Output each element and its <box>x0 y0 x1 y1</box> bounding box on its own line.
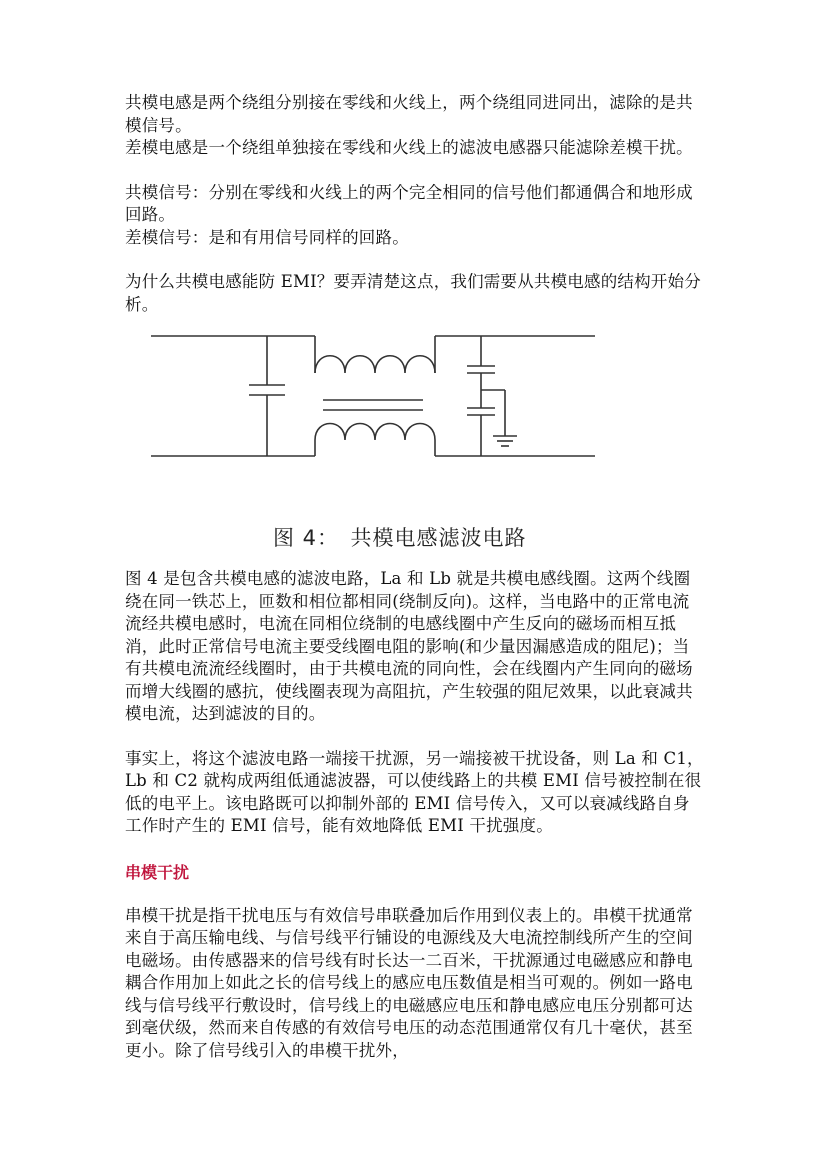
paragraph-differential-mode-inductor: 差模电感是一个绕组单独接在零线和火线上的滤波电感器只能滤除差模干扰。 <box>125 138 693 157</box>
paragraph-figure-explanation: 图 4 是包含共模电感的滤波电路，La 和 Lb 就是共模电感线圈。这两个线圈绕在同一铁芯上，匝数和相位都相同(绕制反向)。这样，当电路中的正常电流流经共模电感时，电流在同相位绕制的电感线圈中产生反向的磁场而相互抵消，此时正常信号电流主要受线圈电阻的影响(和少量因漏感造成的阻尼)；当有共模电流流经线圈时，由于共模电流的同向性，会在线圈内产生同向的磁场而增大线圈的感抗，使线圈表现为高阻抗，产生较强的阻尼效果，以此衰减共模电流，达到滤波的目的。 <box>125 569 693 723</box>
section-heading-series-mode: 串模干扰 <box>125 862 190 882</box>
paragraph-differential-mode-signal: 差模信号：是和有用信号同样的回路。 <box>125 227 409 247</box>
paragraph-common-mode-inductor: 共模电感是两个绕组分别接在零线和火线上，两个绕组同进同出，滤除的是共模信号。 <box>125 93 693 135</box>
paragraph-common-mode-signal: 共模信号：分别在零线和火线上的两个完全相同的信号他们都通偶合和地形成回路。 <box>125 182 693 224</box>
paragraph-series-mode-interference: 串模干扰是指干扰电压与有效信号串联叠加后作用到仪表上的。串模干扰通常来自于高压输电线、与信号线平行铺设的电源线及大电流控制线所产生的空间电磁场。由传感器来的信号线有时长达一二百米，干扰源通过电磁感应和静电耦合作用加上如此之长的信号线上的感应电压数值是相当可观的。例如一路电线与信号线平行敷设时，信号线上的电磁感应电压和静电感应电压分别都可达到毫伏级，然而来自传感的有效信号电压的动态范围通常仅有几十毫伏，甚至更小。除了信号线引入的串模干扰外， <box>125 905 693 1060</box>
paragraph-low-pass-filter: 事实上，将这个滤波电路一端接干扰源，另一端接被干扰设备，则 La 和 C1，Lb 和 C2 就构成两组低通滤波器，可以使线路上的共模 EMI 信号被控制在很低的电平上。该电路既可以抑制外部的 EMI 信号传入，又可以衰减线路自身工作时产生的 EMI 信号，能有效地降低 EMI 干扰强度。 <box>125 748 704 835</box>
filter-circuit-figure <box>145 328 635 568</box>
paragraph-why-emi: 为什么共模电感能防 EMI？要弄清楚这点，我们需要从共模电感的结构开始分析。 <box>125 272 701 314</box>
document-body <box>125 92 705 1062</box>
filter-circuit-diagram <box>145 328 635 518</box>
figure-caption: 图 4： 共模电感滤波电路 <box>273 526 527 550</box>
